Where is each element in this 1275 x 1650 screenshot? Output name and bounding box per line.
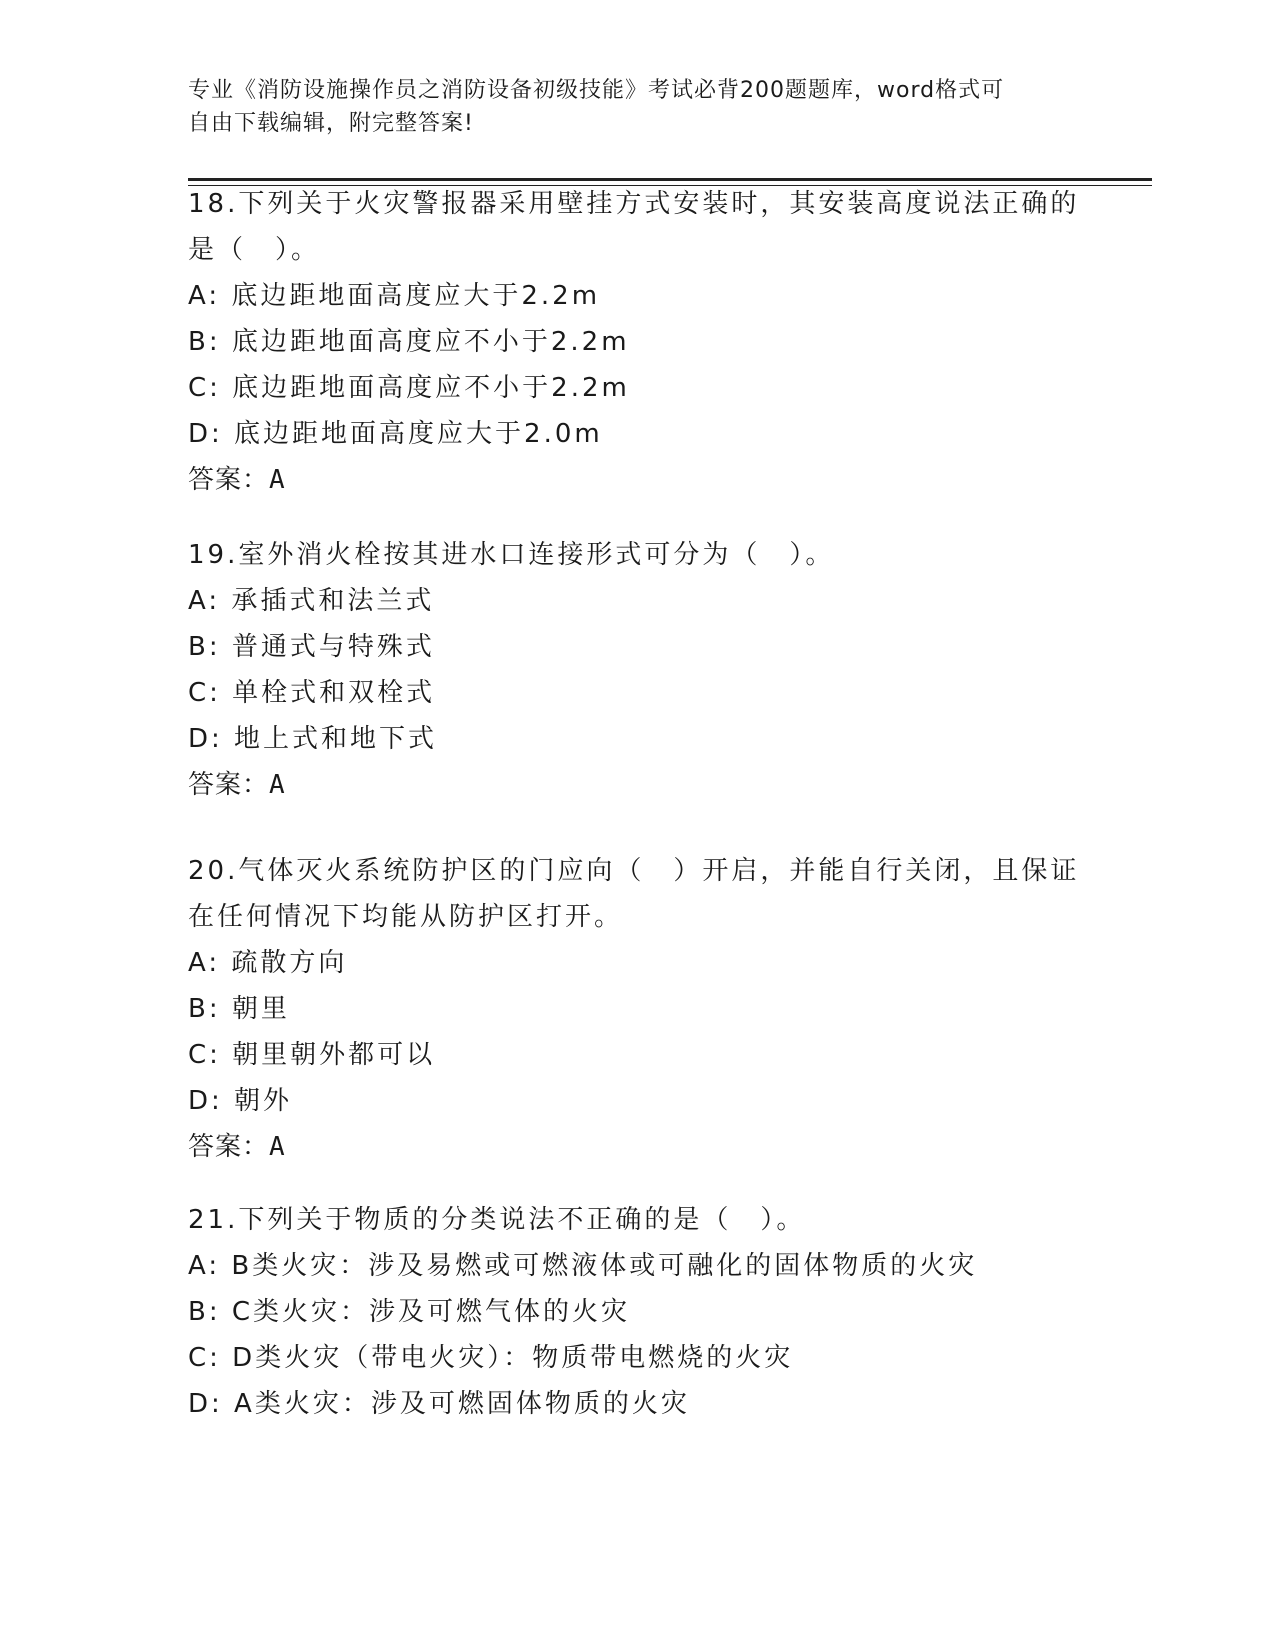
question-stem-continued: 是（ ）。 [188, 235, 321, 265]
question-19 [188, 532, 1088, 808]
option-b: B: C类火灾：涉及可燃气体的火灾 [188, 1297, 631, 1327]
answer-label: 答案： [188, 770, 270, 800]
question-stem-continued: 在任何情况下均能从防护区打开。 [188, 902, 624, 932]
option-c: C: 朝里朝外都可以 [188, 1040, 436, 1070]
option-b: B: 普通式与特殊式 [188, 632, 435, 662]
question-20 [188, 848, 1088, 1170]
option-d: D: 底边距地面高度应大于2.0m [188, 419, 603, 449]
answer-value: A [269, 770, 286, 800]
question-stem: 20.气体灭火系统防护区的门应向（ ）开启，并能自行关闭，且保证 [188, 856, 1080, 886]
option-d: D: A类火灾：涉及可燃固体物质的火灾 [188, 1389, 690, 1419]
answer-label: 答案： [188, 465, 270, 495]
answer-label: 答案： [188, 1132, 270, 1162]
answer-line [188, 457, 1088, 503]
option-d: D: 地上式和地下式 [188, 724, 438, 754]
option-b: B: 底边距地面高度应不小于2.2m [188, 327, 630, 357]
option-a: A: 承插式和法兰式 [188, 586, 435, 616]
question-18 [188, 181, 1088, 503]
answer-line [188, 762, 1088, 808]
answer-line [188, 1124, 1088, 1170]
header-line-2: 自由下载编辑，附完整答案! [188, 111, 474, 136]
answer-value: A [269, 465, 286, 495]
option-c: C: 底边距地面高度应不小于2.2m [188, 373, 630, 403]
option-b: B: 朝里 [188, 994, 290, 1024]
option-a: A: 疏散方向 [188, 948, 348, 978]
option-c: C: 单栓式和双栓式 [188, 678, 436, 708]
question-21 [188, 1197, 1088, 1427]
question-stem: 21.下列关于物质的分类说法不正确的是（ ）。 [188, 1205, 806, 1235]
header-line-1: 专业《消防设施操作员之消防设备初级技能》考试必背200题题库，word格式可 [188, 78, 1005, 103]
answer-value: A [269, 1132, 286, 1162]
question-stem: 19.室外消火栓按其进水口连接形式可分为（ ）。 [188, 540, 835, 570]
option-a: A: 底边距地面高度应大于2.2m [188, 281, 601, 311]
document-header [188, 74, 1088, 140]
option-c: C: D类火灾（带电火灾）：物质带电燃烧的火灾 [188, 1343, 794, 1373]
option-d: D: 朝外 [188, 1086, 293, 1116]
option-a: A: B类火灾：涉及易燃或可燃液体或可融化的固体物质的火灾 [188, 1251, 978, 1281]
question-stem: 18.下列关于火灾警报器采用壁挂方式安装时，其安装高度说法正确的 [188, 189, 1080, 219]
